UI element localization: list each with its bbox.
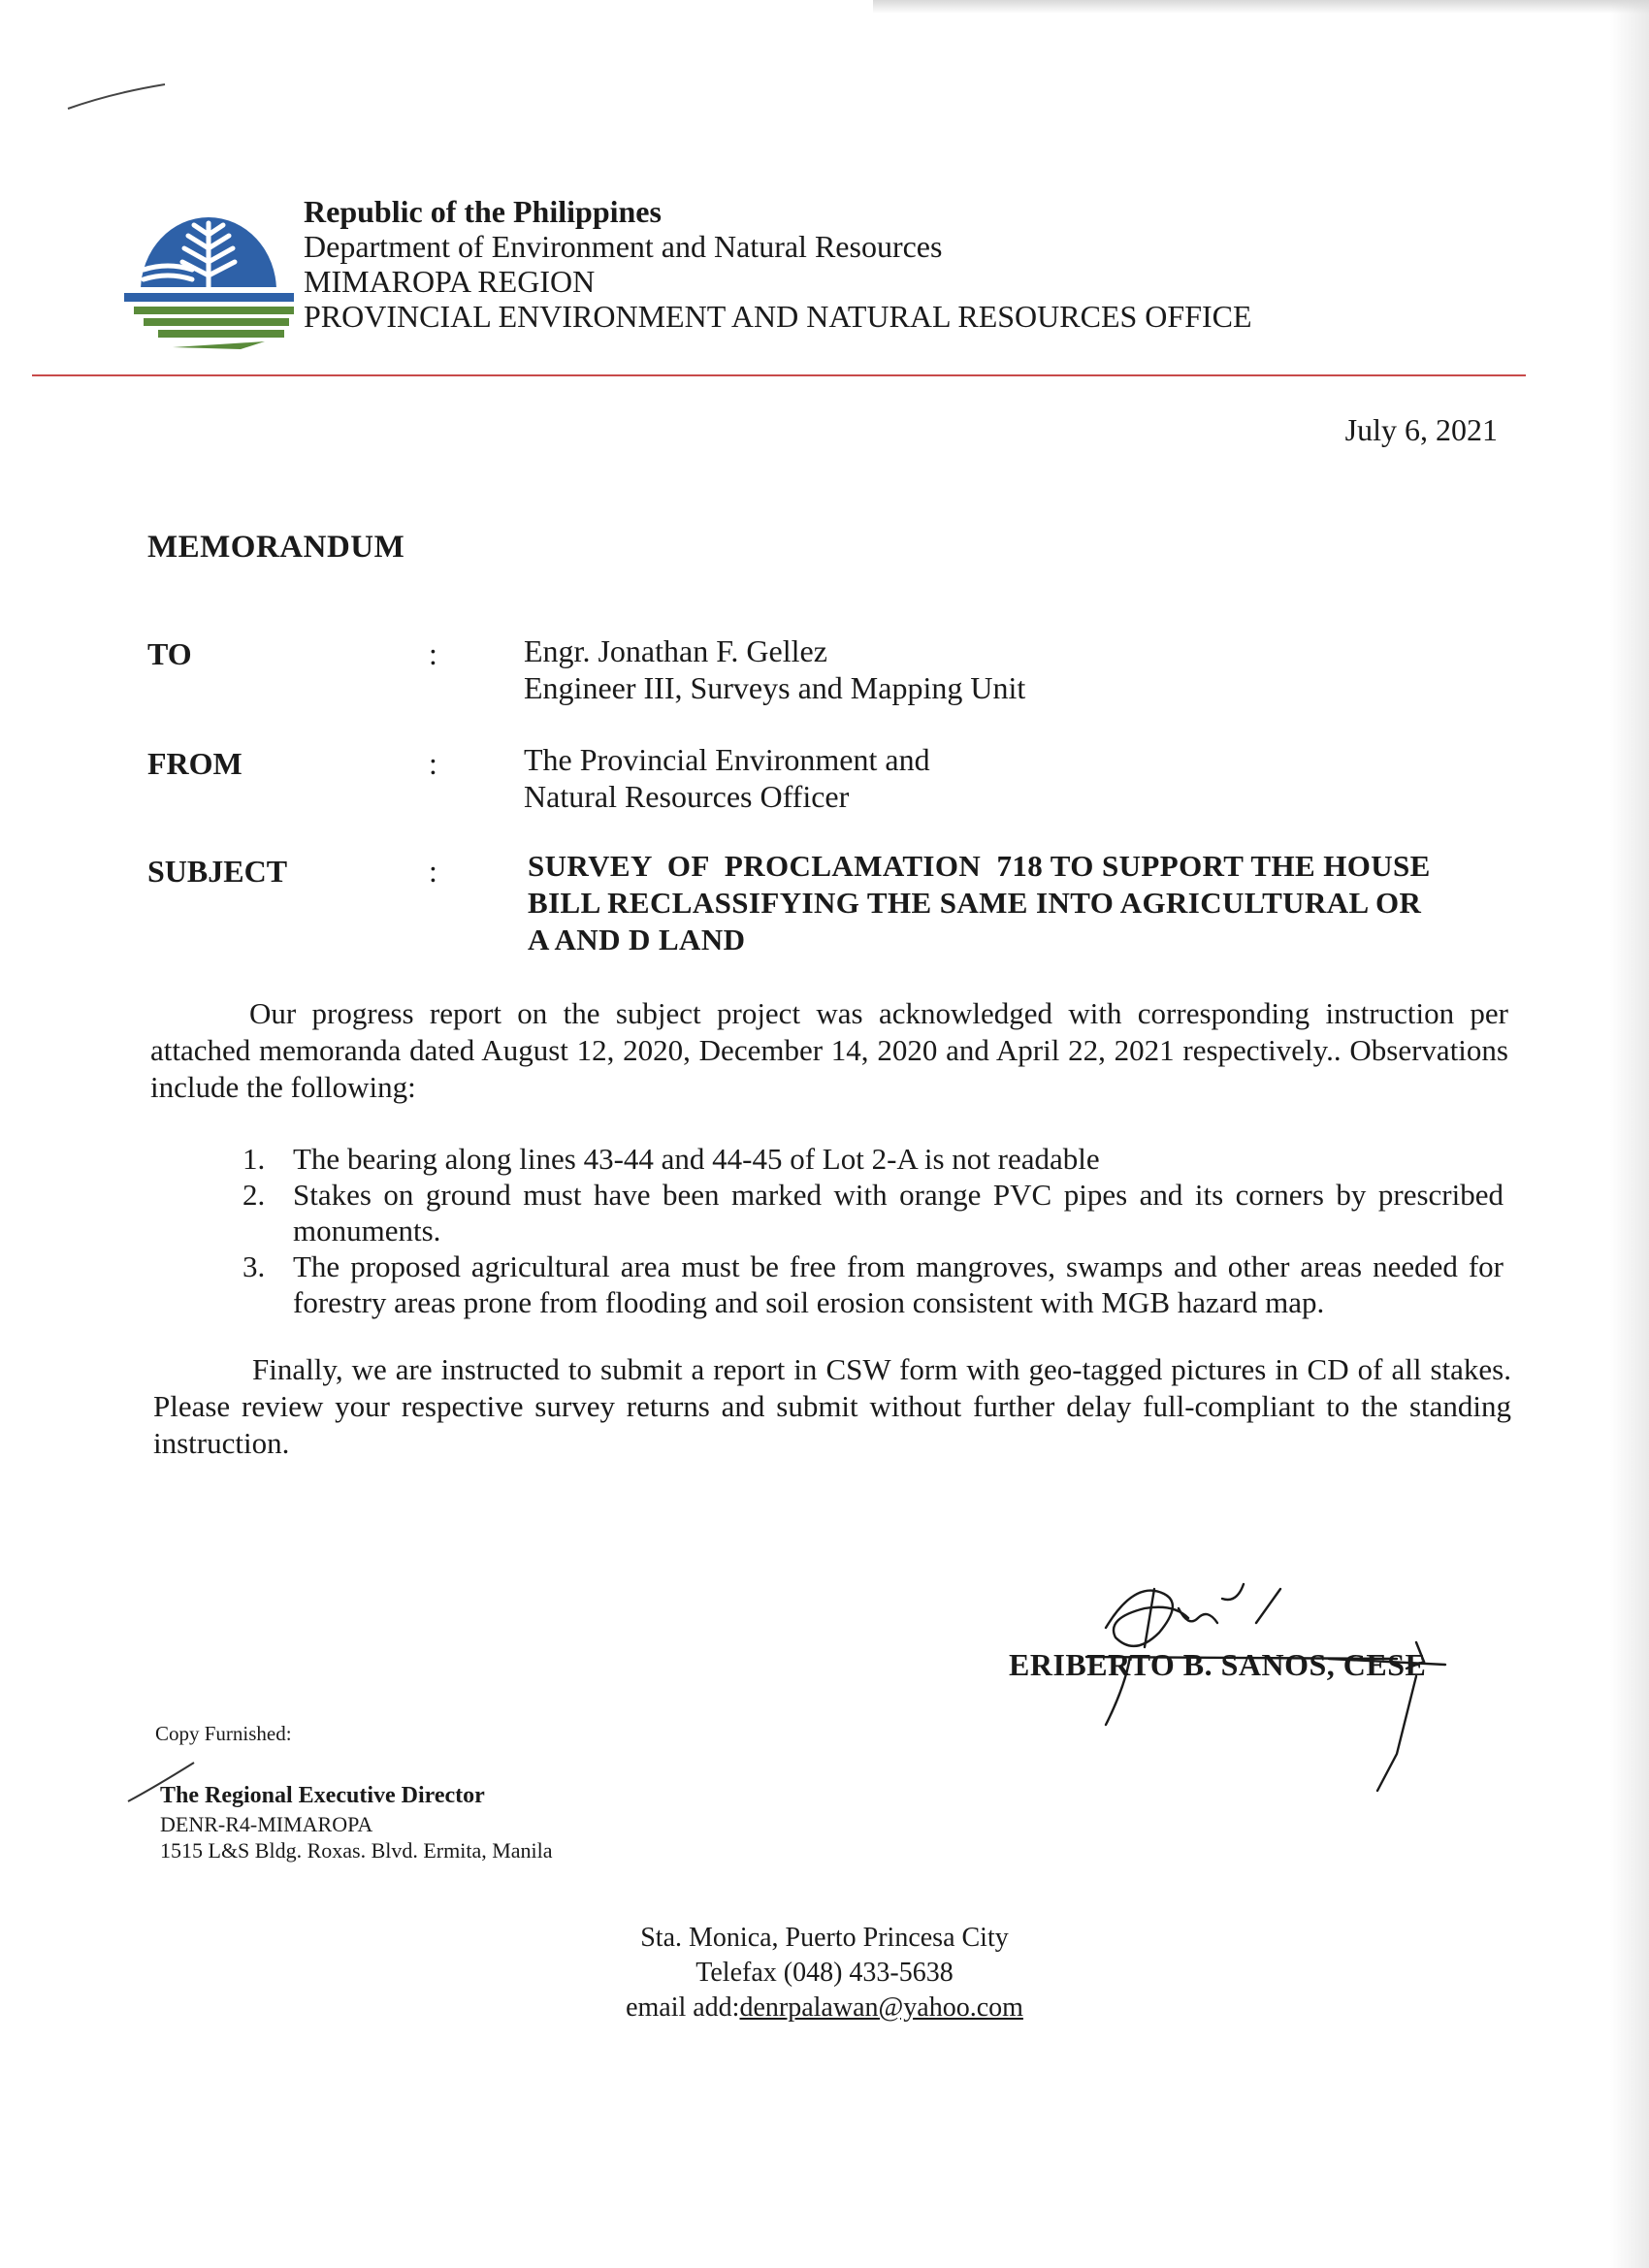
subject-label: SUBJECT	[147, 854, 288, 889]
handwritten-signature	[989, 1550, 1494, 1812]
body-paragraph-1	[150, 995, 1508, 1106]
list-item-text: The bearing along lines 43-44 and 44-45 of Lot 2-A is not readable	[293, 1142, 1100, 1176]
list-item	[242, 1248, 1504, 1320]
subject-line-2: BILL RECLASSIFYING THE SAME INTO AGRICULTURAL OR	[528, 886, 1422, 920]
from-value	[524, 741, 930, 815]
to-position: Engineer III, Surveys and Mapping Unit	[524, 670, 1026, 705]
copy-furnished-recipient: The Regional Executive Director	[160, 1783, 485, 1808]
signatory-name: ERIBERTO B. SANOS, CESE	[1009, 1647, 1427, 1682]
subject-colon: :	[429, 854, 437, 889]
to-colon: :	[429, 636, 437, 671]
body-paragraph-2	[153, 1351, 1511, 1462]
from-line-1: The Provincial Environment and	[524, 742, 930, 777]
list-item-number: 1.	[242, 1142, 266, 1176]
to-name: Engr. Jonathan F. Gellez	[524, 633, 827, 668]
list-item-text: Stakes on ground must have been marked with orange PVC pipes and its corners by prescribed monuments.	[293, 1178, 1504, 1247]
footer-email-prefix: email add:	[626, 1993, 740, 2023]
pen-mark	[63, 80, 170, 118]
scan-shadow-edge	[1610, 0, 1649, 2268]
office-footer	[582, 1921, 1067, 2025]
agency-header	[304, 194, 1252, 334]
memo-date: July 6, 2021	[1344, 412, 1498, 447]
footer-telefax: Telefax (048) 433-5638	[695, 1958, 954, 1988]
agency-line-region: MIMAROPA REGION	[304, 264, 596, 299]
copy-furnished-address: 1515 L&S Bldg. Roxas. Blvd. Ermita, Manila	[160, 1838, 553, 1863]
from-colon: :	[429, 746, 437, 781]
body-paragraph-2-text: Finally, we are instructed to submit a report in CSW form with geo-tagged pictures in CD of all stakes. Please review your respective survey returns and submit without further delay full-compliant to the standing instruction.	[153, 1352, 1511, 1460]
memo-title: MEMORANDUM	[147, 530, 405, 565]
footer-address: Sta. Monica, Puerto Princesa City	[640, 1923, 1009, 1953]
from-line-2: Natural Resources Officer	[524, 779, 850, 814]
copy-furnished-label: Copy Furnished:	[155, 1722, 292, 1745]
copy-furnished-office: DENR-R4-MIMAROPA	[160, 1812, 373, 1836]
from-label: FROM	[147, 746, 242, 781]
agency-line-republic: Republic of the Philippines	[304, 194, 662, 229]
list-item	[242, 1141, 1504, 1177]
scan-shadow-top	[873, 0, 1649, 14]
to-label: TO	[147, 636, 192, 671]
subject-line-3: A AND D LAND	[528, 923, 746, 956]
body-paragraph-1-text: Our progress report on the subject project was acknowledged with corresponding instruction per attached memoranda dated August 12, 2020, December 14, 2020 and April 22, 2021 respectively.. Observations include the following:	[150, 996, 1508, 1104]
denr-logo-icon	[124, 202, 294, 357]
header-rule	[32, 374, 1526, 376]
footer-email-link[interactable]: denrpalawan@yahoo.com	[739, 1993, 1023, 2023]
subject-value	[528, 848, 1478, 958]
list-item-number: 3.	[242, 1249, 266, 1283]
list-item-text: The proposed agricultural area must be free from mangroves, swamps and other areas needed for forestry areas prone from flooding and soil erosion consistent with MGB hazard map.	[293, 1249, 1504, 1319]
list-item-number: 2.	[242, 1178, 266, 1212]
subject-line-1: SURVEY OF PROCLAMATION 718 TO SUPPORT THE HOUSE	[528, 849, 1431, 883]
footer-email-line	[582, 1991, 1067, 2025]
list-item	[242, 1177, 1504, 1248]
agency-line-department: Department of Environment and Natural Resources	[304, 229, 943, 264]
observations-list	[242, 1141, 1504, 1320]
to-value	[524, 632, 1025, 706]
agency-line-office: PROVINCIAL ENVIRONMENT AND NATURAL RESOURCES OFFICE	[304, 299, 1252, 334]
